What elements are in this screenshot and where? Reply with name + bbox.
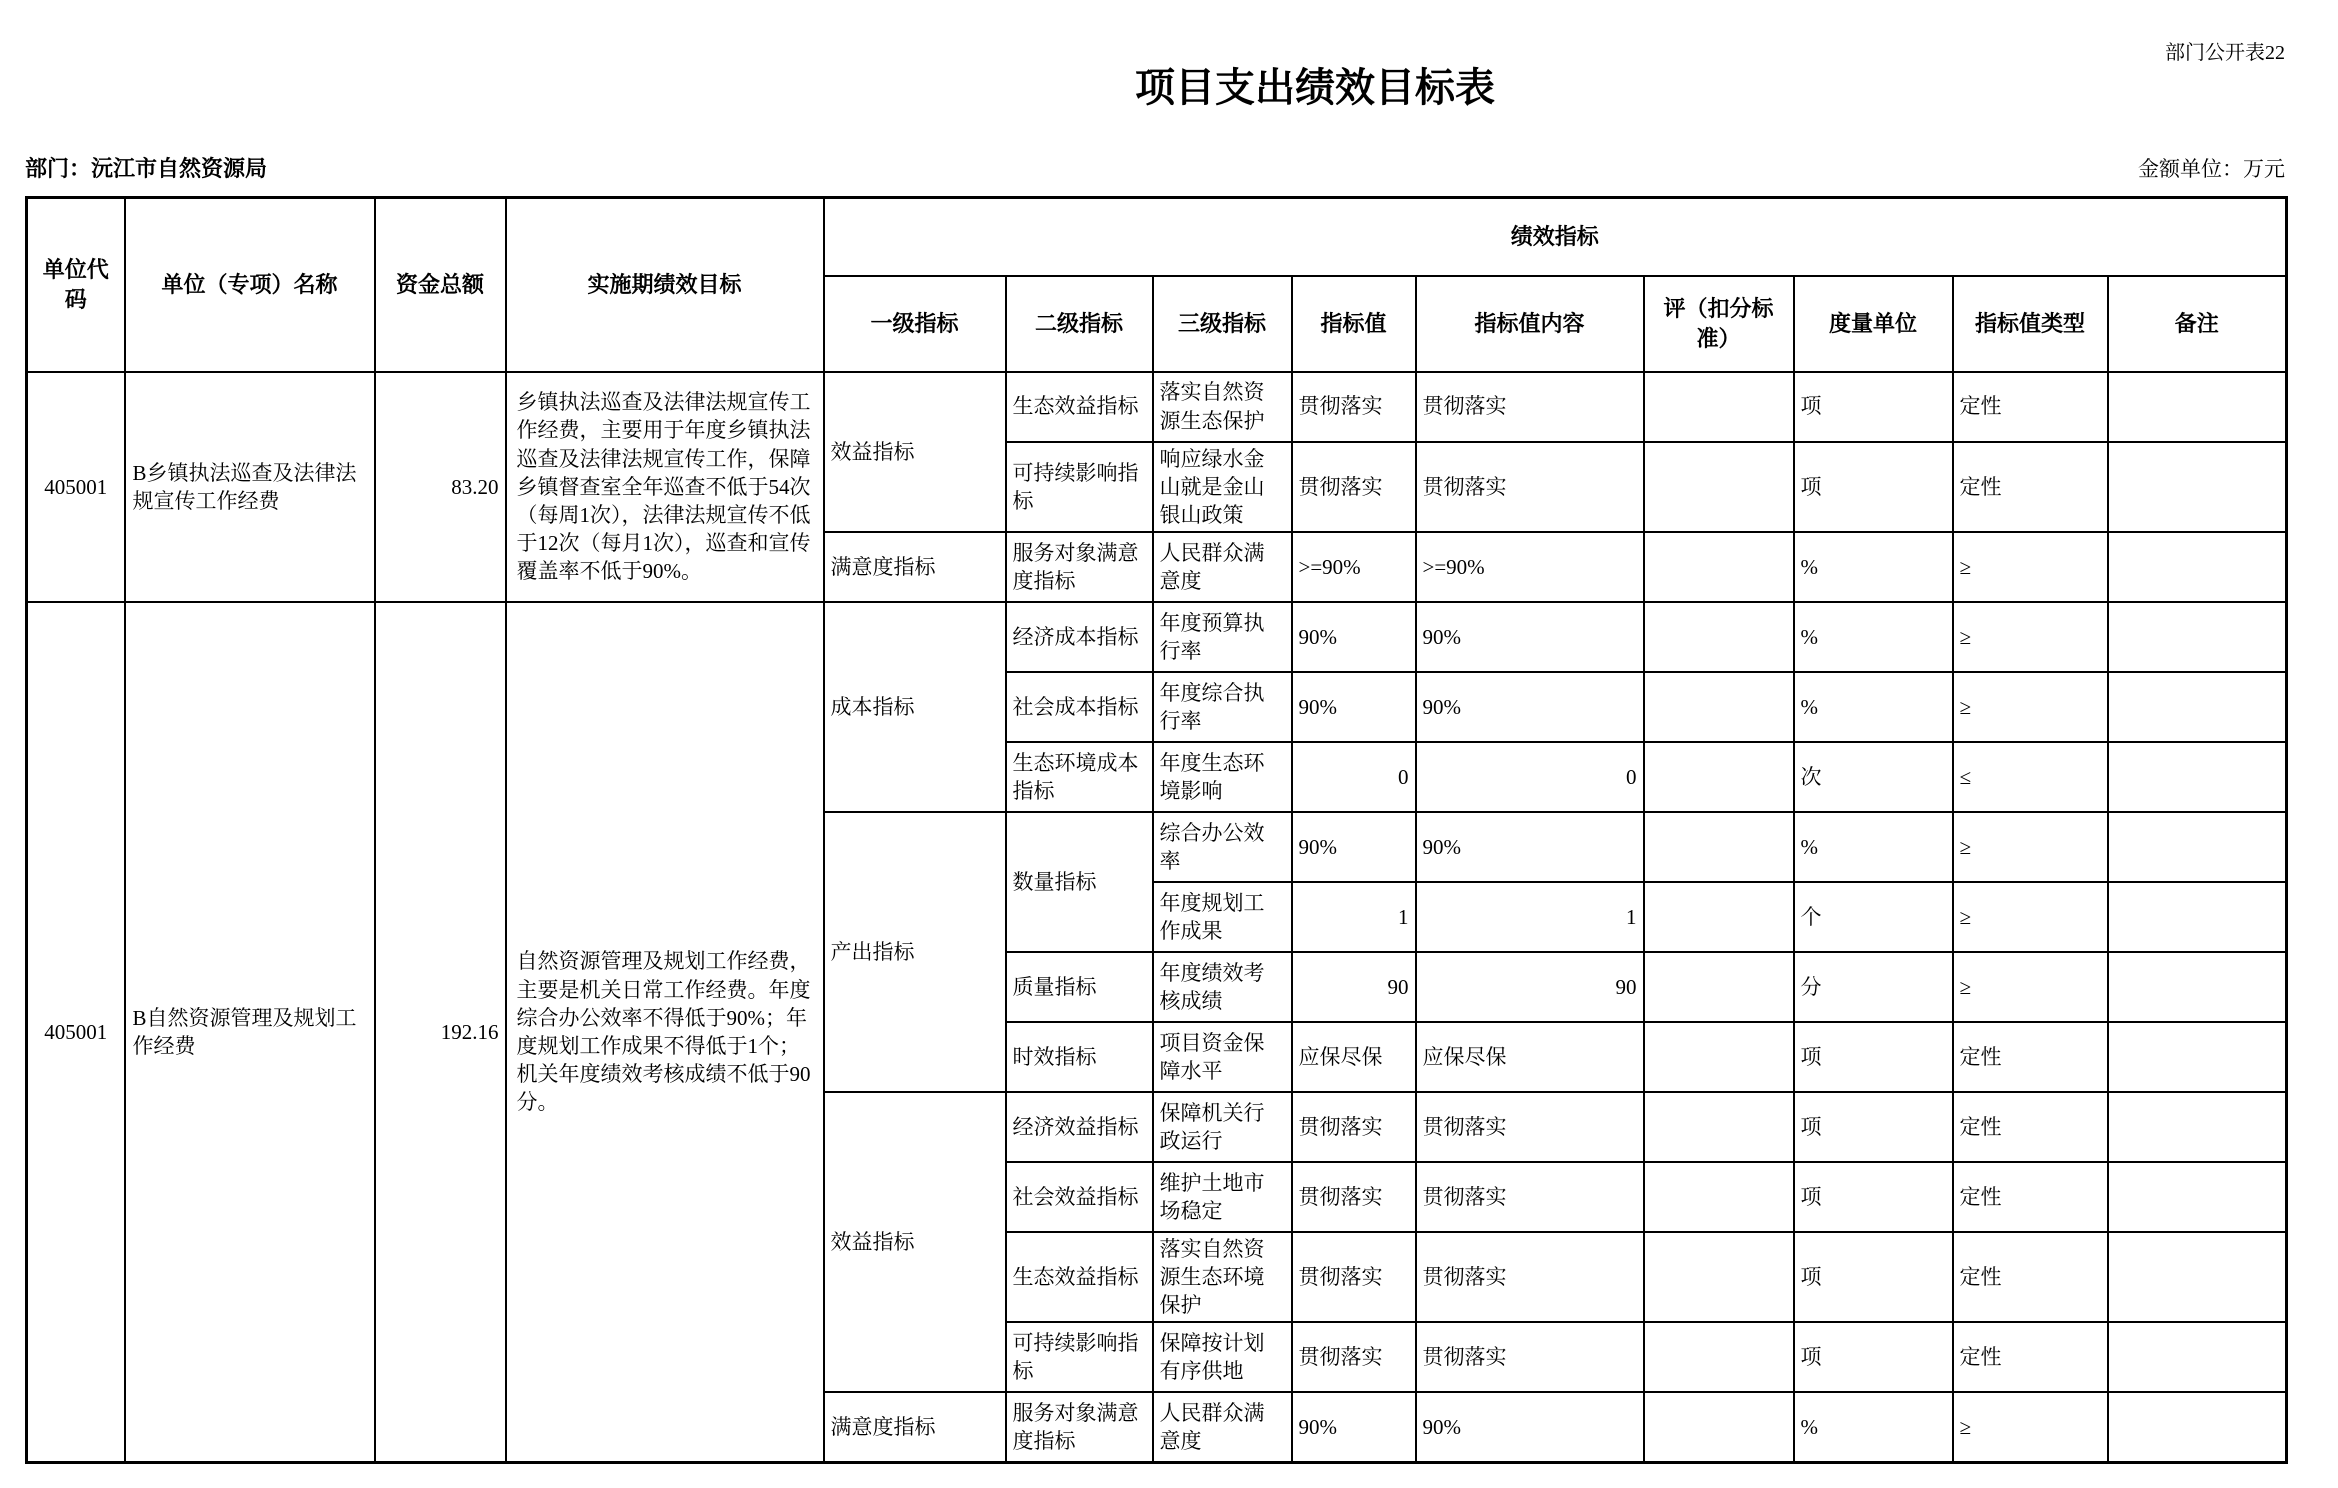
- cell-value-content: 贯彻落实: [1416, 1232, 1644, 1322]
- header-level3: 三级指标: [1153, 276, 1292, 372]
- cell-value-type: ≥: [1953, 882, 2108, 952]
- cell-value-type: ≥: [1953, 532, 2108, 602]
- cell-measure-unit: 个: [1794, 882, 1953, 952]
- cell-remark: [2108, 532, 2287, 602]
- cell-level2: 时效指标: [1006, 1022, 1153, 1092]
- cell-measure-unit: 次: [1794, 742, 1953, 812]
- cell-level2: 生态环境成本指标: [1006, 742, 1153, 812]
- cell-value-type: 定性: [1953, 372, 2108, 442]
- cell-eval-standard: [1644, 1162, 1794, 1232]
- cell-eval-standard: [1644, 1092, 1794, 1162]
- cell-level3: 落实自然资源生态环境保护: [1153, 1232, 1292, 1322]
- cell-eval-standard: [1644, 532, 1794, 602]
- cell-eval-standard: [1644, 812, 1794, 882]
- header-unit-name: 单位（专项）名称: [125, 198, 375, 372]
- cell-indicator-value: 应保尽保: [1292, 1022, 1416, 1092]
- cell-remark: [2108, 372, 2287, 442]
- table-row: [27, 372, 2287, 442]
- cell-remark: [2108, 1322, 2287, 1392]
- cell-eval-standard: [1644, 372, 1794, 442]
- table-body: [27, 372, 2287, 1463]
- cell-eval-standard: [1644, 672, 1794, 742]
- cell-unit-name: B自然资源管理及规划工作经费: [125, 602, 375, 1462]
- cell-remark: [2108, 882, 2287, 952]
- cell-value-content: 贯彻落实: [1416, 1162, 1644, 1232]
- cell-level2: 生态效益指标: [1006, 372, 1153, 442]
- cell-level2: 社会效益指标: [1006, 1162, 1153, 1232]
- cell-level3: 年度绩效考核成绩: [1153, 952, 1292, 1022]
- amount-unit-label: 金额单位：万元: [2138, 157, 2285, 181]
- cell-eval-standard: [1644, 742, 1794, 812]
- cell-level3: 年度综合执行率: [1153, 672, 1292, 742]
- cell-remark: [2108, 1232, 2287, 1322]
- doc-number: 部门公开表22: [2165, 42, 2285, 64]
- cell-value-type: 定性: [1953, 1162, 2108, 1232]
- cell-level3: 综合办公效率: [1153, 812, 1292, 882]
- cell-value-content: 90%: [1416, 812, 1644, 882]
- cell-indicator-value: 贯彻落实: [1292, 1232, 1416, 1322]
- cell-value-content: 应保尽保: [1416, 1022, 1644, 1092]
- cell-value-type: 定性: [1953, 1022, 2108, 1092]
- cell-indicator-value: 1: [1292, 882, 1416, 952]
- header-total-fund: 资金总额: [375, 198, 506, 372]
- cell-level3: 年度规划工作成果: [1153, 882, 1292, 952]
- cell-value-type: 定性: [1953, 1232, 2108, 1322]
- header-value-type: 指标值类型: [1953, 276, 2108, 372]
- header-level1: 一级指标: [824, 276, 1006, 372]
- cell-eval-standard: [1644, 882, 1794, 952]
- cell-measure-unit: 项: [1794, 1322, 1953, 1392]
- cell-remark: [2108, 1092, 2287, 1162]
- cell-eval-standard: [1644, 1232, 1794, 1322]
- cell-value-content: 90%: [1416, 672, 1644, 742]
- cell-remark: [2108, 1022, 2287, 1092]
- cell-value-content: 90%: [1416, 602, 1644, 672]
- cell-value-type: ≥: [1953, 952, 2108, 1022]
- cell-level3: 响应绿水金山就是金山银山政策: [1153, 442, 1292, 532]
- cell-value-type: ≥: [1953, 812, 2108, 882]
- cell-remark: [2108, 602, 2287, 672]
- cell-level2: 可持续影响指标: [1006, 442, 1153, 532]
- table-header: [27, 198, 2287, 372]
- cell-level1: 产出指标: [824, 812, 1006, 1092]
- cell-level3: 保障机关行政运行: [1153, 1092, 1292, 1162]
- cell-unit-code: 405001: [27, 602, 125, 1462]
- cell-measure-unit: 项: [1794, 1092, 1953, 1162]
- header-remark: 备注: [2108, 276, 2287, 372]
- cell-level2: 经济效益指标: [1006, 1092, 1153, 1162]
- cell-value-type: ≥: [1953, 1392, 2108, 1462]
- cell-value-content: 90: [1416, 952, 1644, 1022]
- cell-remark: [2108, 952, 2287, 1022]
- cell-eval-standard: [1644, 952, 1794, 1022]
- cell-level1: 效益指标: [824, 372, 1006, 532]
- cell-level2: 生态效益指标: [1006, 1232, 1153, 1322]
- cell-remark: [2108, 812, 2287, 882]
- cell-measure-unit: 项: [1794, 372, 1953, 442]
- cell-value-type: ≥: [1953, 602, 2108, 672]
- cell-measure-unit: 项: [1794, 442, 1953, 532]
- cell-level1: 成本指标: [824, 602, 1006, 812]
- cell-indicator-value: 90%: [1292, 812, 1416, 882]
- cell-level1: 满意度指标: [824, 532, 1006, 602]
- cell-eval-standard: [1644, 1322, 1794, 1392]
- cell-level3: 项目资金保障水平: [1153, 1022, 1292, 1092]
- header-performance-group: 绩效指标: [824, 198, 2287, 276]
- header-level2: 二级指标: [1006, 276, 1153, 372]
- cell-unit-name: B乡镇执法巡查及法律法规宣传工作经费: [125, 372, 375, 602]
- cell-indicator-value: 贯彻落实: [1292, 442, 1416, 532]
- cell-measure-unit: %: [1794, 532, 1953, 602]
- cell-total-fund: 83.20: [375, 372, 506, 602]
- cell-indicator-value: 90: [1292, 952, 1416, 1022]
- cell-indicator-value: 90%: [1292, 1392, 1416, 1462]
- cell-indicator-value: 90%: [1292, 602, 1416, 672]
- cell-remark: [2108, 442, 2287, 532]
- cell-level3: 落实自然资源生态保护: [1153, 372, 1292, 442]
- cell-measure-unit: 项: [1794, 1022, 1953, 1092]
- cell-value-content: 0: [1416, 742, 1644, 812]
- cell-measure-unit: %: [1794, 602, 1953, 672]
- cell-level2: 服务对象满意度指标: [1006, 532, 1153, 602]
- cell-period-target: 乡镇执法巡查及法律法规宣传工作经费，主要用于年度乡镇执法巡查及法律法规宣传工作，保障乡镇督查室全年巡查不低于54次（每周1次），法律法规宣传不低于12次（每月1次），巡查和宣传覆盖率不低于90%。: [506, 372, 824, 602]
- cell-indicator-value: 90%: [1292, 672, 1416, 742]
- cell-eval-standard: [1644, 1022, 1794, 1092]
- cell-value-content: 90%: [1416, 1392, 1644, 1462]
- cell-unit-code: 405001: [27, 372, 125, 602]
- cell-indicator-value: 贯彻落实: [1292, 1322, 1416, 1392]
- cell-indicator-value: 贯彻落实: [1292, 372, 1416, 442]
- header-row-1: [27, 198, 2287, 276]
- cell-level3: 人民群众满意度: [1153, 532, 1292, 602]
- cell-level2: 社会成本指标: [1006, 672, 1153, 742]
- meta-row: [25, 152, 2285, 183]
- cell-level1: 满意度指标: [824, 1392, 1006, 1462]
- cell-value-type: 定性: [1953, 1322, 2108, 1392]
- cell-level2: 服务对象满意度指标: [1006, 1392, 1153, 1462]
- cell-indicator-value: 贯彻落实: [1292, 1092, 1416, 1162]
- cell-remark: [2108, 1162, 2287, 1232]
- department-label: 部门：沅江市自然资源局: [25, 156, 268, 181]
- cell-level3: 维护土地市场稳定: [1153, 1162, 1292, 1232]
- cell-level2: 经济成本指标: [1006, 602, 1153, 672]
- page-title: 项目支出绩效目标表: [1135, 65, 1495, 110]
- header-eval-standard: 评（扣分标准）: [1644, 276, 1794, 372]
- cell-indicator-value: 0: [1292, 742, 1416, 812]
- cell-value-content: 贯彻落实: [1416, 442, 1644, 532]
- performance-target-table: [25, 196, 2288, 1464]
- cell-value-type: 定性: [1953, 1092, 2108, 1162]
- cell-remark: [2108, 672, 2287, 742]
- cell-level3: 人民群众满意度: [1153, 1392, 1292, 1462]
- cell-measure-unit: 项: [1794, 1232, 1953, 1322]
- cell-remark: [2108, 742, 2287, 812]
- cell-indicator-value: >=90%: [1292, 532, 1416, 602]
- cell-level3: 年度预算执行率: [1153, 602, 1292, 672]
- cell-value-type: ≤: [1953, 742, 2108, 812]
- header-period-target: 实施期绩效目标: [506, 198, 824, 372]
- cell-total-fund: 192.16: [375, 602, 506, 1462]
- cell-eval-standard: [1644, 442, 1794, 532]
- header-value-content: 指标值内容: [1416, 276, 1644, 372]
- cell-measure-unit: %: [1794, 812, 1953, 882]
- cell-measure-unit: %: [1794, 1392, 1953, 1462]
- cell-measure-unit: 项: [1794, 1162, 1953, 1232]
- cell-value-content: >=90%: [1416, 532, 1644, 602]
- header-indicator-value: 指标值: [1292, 276, 1416, 372]
- cell-remark: [2108, 1392, 2287, 1462]
- cell-level2: 数量指标: [1006, 812, 1153, 952]
- cell-level1: 效益指标: [824, 1092, 1006, 1392]
- cell-value-content: 贯彻落实: [1416, 1322, 1644, 1392]
- cell-period-target: 自然资源管理及规划工作经费，主要是机关日常工作经费。年度综合办公效率不得低于90%；年度规划工作成果不得低于1个；机关年度绩效考核成绩不低于90分。: [506, 602, 824, 1462]
- cell-level2: 质量指标: [1006, 952, 1153, 1022]
- cell-measure-unit: 分: [1794, 952, 1953, 1022]
- header-measure-unit: 度量单位: [1794, 276, 1953, 372]
- cell-level3: 年度生态环境影响: [1153, 742, 1292, 812]
- table-row: [27, 602, 2287, 672]
- cell-value-content: 贯彻落实: [1416, 372, 1644, 442]
- cell-eval-standard: [1644, 602, 1794, 672]
- cell-indicator-value: 贯彻落实: [1292, 1162, 1416, 1232]
- cell-level3: 保障按计划有序供地: [1153, 1322, 1292, 1392]
- cell-value-type: 定性: [1953, 442, 2108, 532]
- header-unit-code: 单位代码: [27, 198, 125, 372]
- cell-eval-standard: [1644, 1392, 1794, 1462]
- cell-value-type: ≥: [1953, 672, 2108, 742]
- cell-value-content: 贯彻落实: [1416, 1092, 1644, 1162]
- cell-value-content: 1: [1416, 882, 1644, 952]
- cell-level2: 可持续影响指标: [1006, 1322, 1153, 1392]
- cell-measure-unit: %: [1794, 672, 1953, 742]
